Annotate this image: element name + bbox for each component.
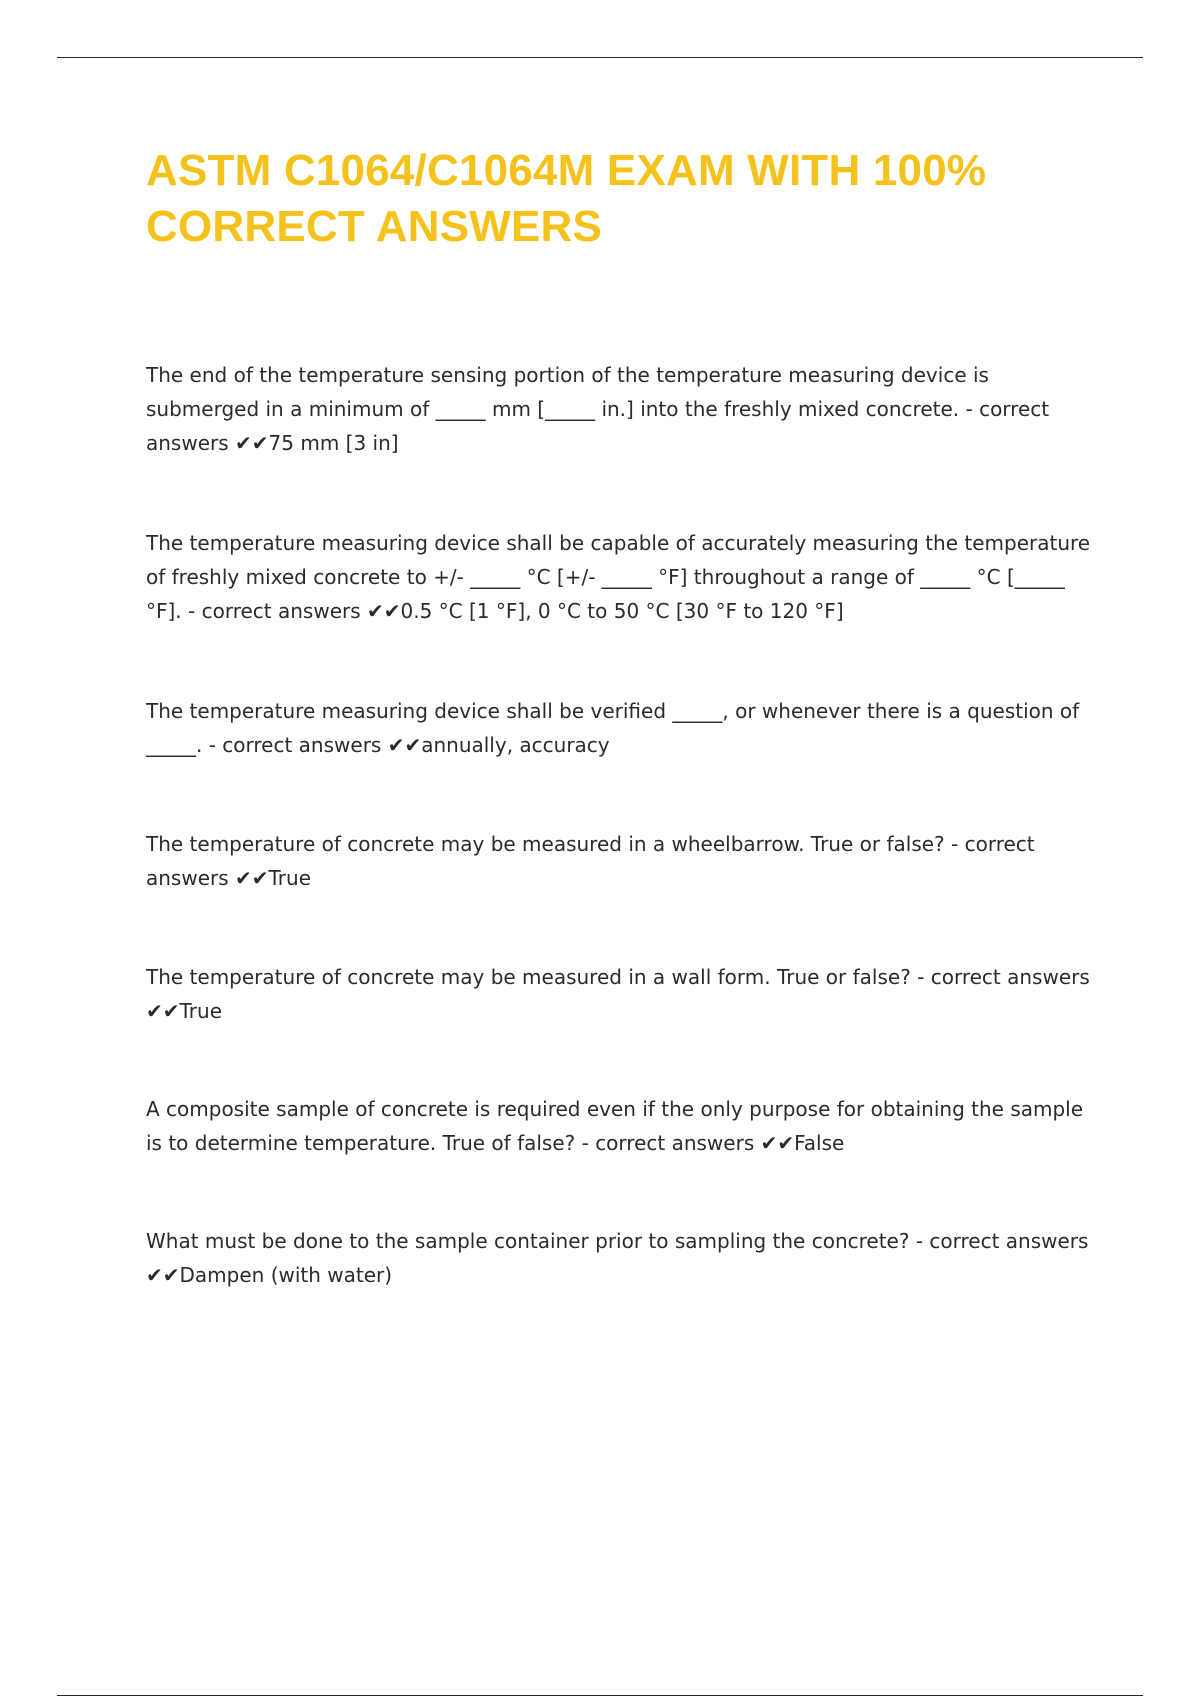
qa-item-4: The temperature of concrete may be measured in a wheelbarrow. True or false? - correct answers ✔✔True xyxy=(146,832,1035,890)
qa-item-5: The temperature of concrete may be measured in a wall form. True or false? - correct answers ✔✔True xyxy=(146,965,1090,1023)
document-title: ASTM C1064/C1064M EXAM WITH 100% CORRECT ANSWERS xyxy=(146,146,987,251)
qa-item-1: The end of the temperature sensing portion of the temperature measuring device is submerged in a minimum of _____ mm [_____ in.] into the freshly mixed concrete. - correct answers ✔✔75 mm [3 in] xyxy=(146,363,1050,455)
document-body xyxy=(146,143,1096,1292)
top-divider xyxy=(57,57,1143,58)
bottom-divider xyxy=(57,1695,1143,1696)
qa-item-6: A composite sample of concrete is required even if the only purpose for obtaining the sample is to determine temperature. True of false? - correct answers ✔✔False xyxy=(146,1097,1084,1155)
qa-item-3: The temperature measuring device shall be verified _____, or whenever there is a question of _____. - correct answers ✔✔annually, accuracy xyxy=(146,699,1080,757)
qa-item-2: The temperature measuring device shall be capable of accurately measuring the temperature of freshly mixed concrete to +/- _____ °C [+/- _____ °F] throughout a range of _____ °C [_____ °F]. - correct answers ✔✔0.5 °C [1 °F], 0 °C to 50 °C [30 °F to 120 °F] xyxy=(146,531,1091,623)
qa-item-7: What must be done to the sample container prior to sampling the concrete? - correct answers ✔✔Dampen (with water) xyxy=(146,1229,1089,1287)
qa-list xyxy=(146,358,1096,1292)
